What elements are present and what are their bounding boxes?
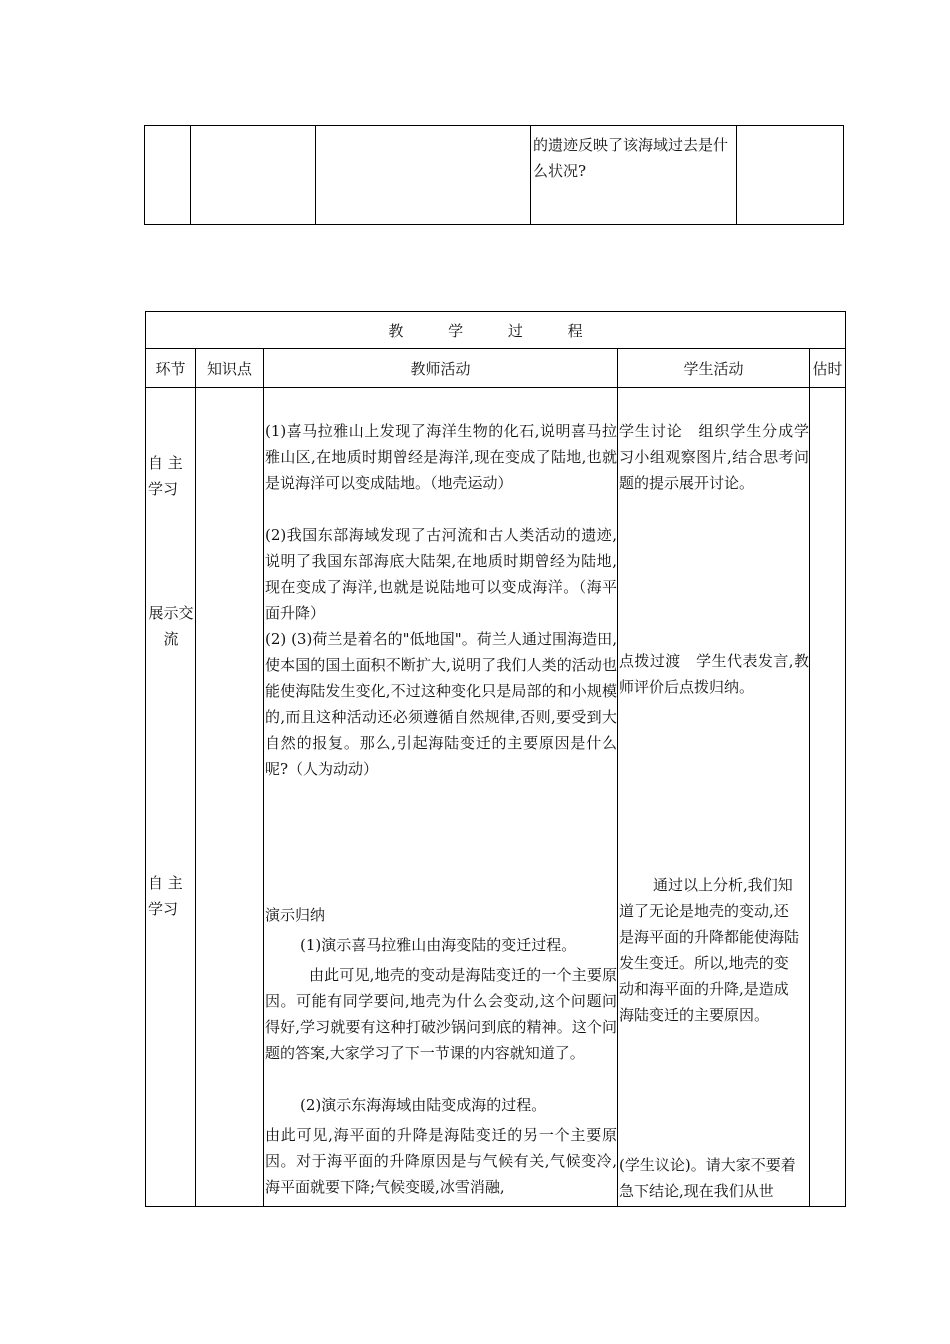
teacher-para-3: (2) (3)荷兰是着名的"低地国"。荷兰人通过围海造田,使本国的国土面积不断扩大,说明了我们人类的活动也能使海陆发生变化,不过这种变化只是局部的和小规模的,而且这种活动还必须遵循自然规律,否则,要受到大自然的报复。那么,引起海陆变迁的主要原因是什么呢?（人为动动）	[265, 630, 617, 778]
cont-question-text: 的遗迹反映了该海域过去是什么状况?	[533, 136, 729, 180]
cont-cell-4	[531, 126, 737, 225]
teacher-para-7: (2)演示东海海域由陆变成海的过程。	[300, 1096, 547, 1114]
header-teacher-activity: 教师活动	[264, 349, 618, 388]
header-time: 估时	[810, 349, 846, 388]
student-para-4: (学生议论)。请大家不要着急下结论,现在我们从世	[619, 1156, 796, 1200]
student-column	[618, 388, 810, 1207]
teacher-para-1: (1)喜马拉雅山上发现了海洋生物的化石,说明喜马拉雅山区,在地质时期曾经是海洋,现在变成了陆地,也就是说海洋可以变成陆地。（地壳运动）	[265, 422, 617, 492]
teacher-column	[264, 388, 618, 1207]
header-knowledge: 知识点	[196, 349, 264, 388]
teaching-process-table	[145, 311, 846, 1207]
time-column	[810, 388, 846, 1207]
student-para-2: 点拨过渡 学生代表发言,教师评价后点拨归纳。	[619, 652, 809, 696]
header-student-activity: 学生活动	[618, 349, 810, 388]
cont-cell-2	[191, 126, 316, 225]
continuation-table	[144, 125, 844, 225]
stage-show-exchange: 展示交流	[148, 604, 194, 648]
teacher-para-2: (2)我国东部海域发现了古河流和古人类活动的遗迹,说明了我国东部海底大陆架,在地质时期曾经为陆地,现在变成了海洋,也就是说陆地可以变成海洋。（海平面升降）	[265, 526, 617, 622]
knowledge-column	[196, 388, 264, 1207]
teacher-para-6: 由此可见,地壳的变动是海陆变迁的一个主要原因。可能有同学要问,地壳为什么会变动,这个问题问得好,学习就要有这种打破沙锅问到底的精神。这个问题的答案,大家学习了下一节课的内容就知道了。	[265, 966, 617, 1062]
header-stage: 环节	[146, 349, 196, 388]
table-title: 教 学 过 程	[146, 312, 846, 349]
teacher-para-5: (1)演示喜马拉雅山由海变陆的变迁过程。	[300, 936, 577, 954]
stage-self-study-2: 自 主学习	[148, 874, 183, 918]
cont-cell-5	[737, 126, 844, 225]
stage-column	[146, 388, 196, 1207]
student-para-3: 通过以上分析,我们知道了无论是地壳的变动,还是海平面的升降都能使海陆发生变迁。所以,地壳的变动和海平面的升降,是造成海陆变迁的主要原因。	[619, 876, 800, 1024]
cont-cell-3	[316, 126, 531, 225]
student-para-1: 学生讨论 组织学生分成学习小组观察图片,结合思考问题的提示展开讨论。	[619, 422, 809, 492]
stage-self-study-1: 自 主学习	[148, 454, 183, 498]
teacher-para-8: 由此可见,海平面的升降是海陆变迁的另一个主要原因。对于海平面的升降原因是与气候有关,气候变冷,海平面就要下降;气候变暖,冰雪消融,	[265, 1126, 617, 1196]
cont-cell-1	[145, 126, 191, 225]
teacher-para-4: 演示归纳	[265, 906, 326, 924]
